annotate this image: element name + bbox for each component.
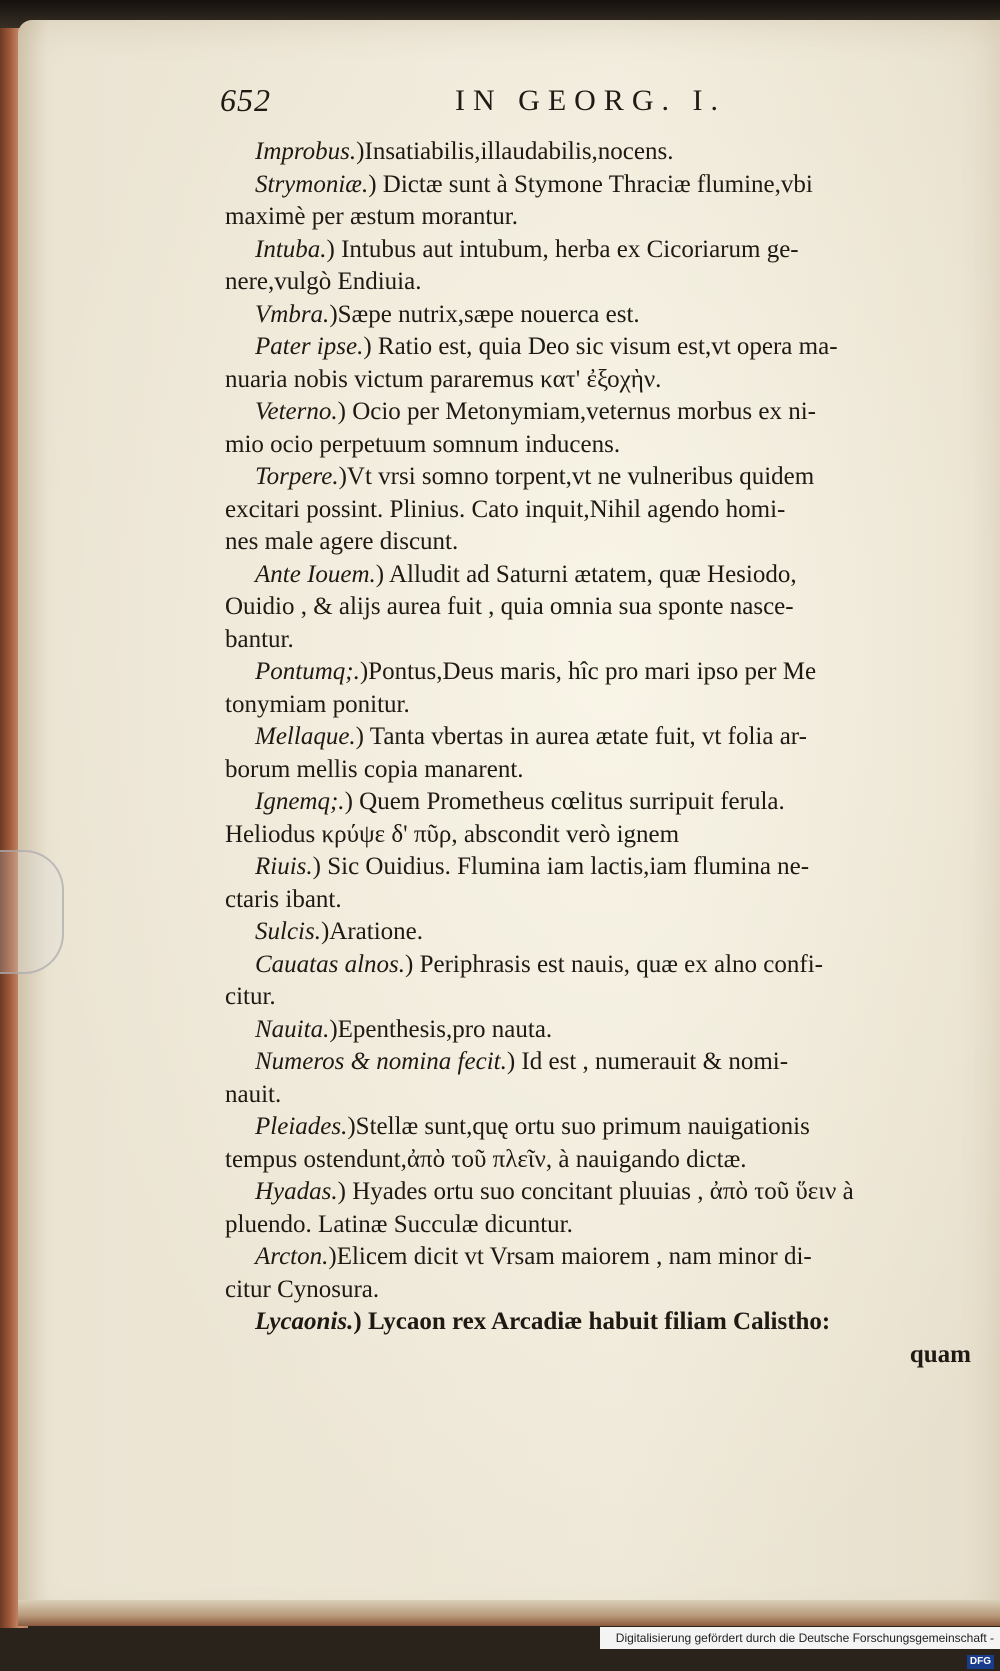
line-text: )Pontus,Deus maris, hîc pro mari ipso per Me <box>359 658 817 685</box>
text-line <box>225 201 977 234</box>
line-text: ) Ratio est, quia Deo sic visum est,vt opera ma- <box>363 333 838 360</box>
page-number: 652 <box>220 82 271 118</box>
text-line <box>225 819 977 852</box>
line-text: ) Tanta vbertas in aurea ætate fuit, vt folia ar- <box>355 723 807 750</box>
lemma: Vmbra. <box>255 300 330 328</box>
line-text: pluendo. Latinæ Succulæ dicuntur. <box>225 1210 573 1238</box>
dfg-logo: DFG <box>967 1655 994 1669</box>
line-text: )Elicem dicit vt Vrsam maiorem , nam minor di- <box>328 1243 812 1270</box>
text-line <box>225 656 977 689</box>
text-line <box>225 1339 977 1372</box>
text-line <box>225 234 977 267</box>
line-text: mio ocio perpetuum somnum inducens. <box>225 430 621 458</box>
line-text: nere,vulgò Endiuia. <box>225 268 422 295</box>
text-line <box>225 1274 977 1307</box>
text-line <box>225 689 977 722</box>
text-line <box>225 299 977 332</box>
text-line <box>225 526 977 559</box>
line-text: ) Hyades ortu suo concitant pluuias , ἀπὸ τοῦ ὕειν à <box>337 1178 854 1205</box>
line-text: nauit. <box>225 1080 282 1108</box>
line-text: )Aratione. <box>320 918 424 945</box>
text-line <box>225 1079 977 1112</box>
text-line <box>225 916 977 949</box>
lemma: Pleiades. <box>255 1113 348 1140</box>
line-text: ) Sic Ouidius. Flumina iam lactis,iam flumina ne- <box>312 853 810 880</box>
lemma: Nauita. <box>255 1015 330 1043</box>
running-head <box>220 82 800 126</box>
footer-credit: Digitalisierung gefördert durch die Deutsche Forschungsgemeinschaft - <box>615 1631 994 1645</box>
text-line <box>225 721 977 754</box>
text-line <box>225 1306 977 1339</box>
lemma: Ignemq;. <box>255 788 345 815</box>
line-text: citur Cynosura. <box>225 1275 380 1303</box>
text-line <box>225 461 977 494</box>
line-text: ) Periphrasis est nauis, quæ ex alno confi- <box>405 950 823 978</box>
line-text: nes male agere discunt. <box>225 528 459 555</box>
lemma: Torpere. <box>255 463 339 490</box>
text-line <box>225 1111 977 1144</box>
line-text: excitari possint. Plinius. Cato inquit,Nihil agendo homi- <box>225 495 786 523</box>
digitization-footer <box>600 1627 1000 1667</box>
lemma: Numeros & nomina fecit. <box>255 1048 507 1075</box>
line-text: tempus ostendunt,ἀπὸ τοῦ πλεῖν, à nauigando dictæ. <box>225 1145 747 1173</box>
line-text: bantur. <box>225 625 294 653</box>
line-text: )Vt vrsi somno torpent,vt ne vulneribus quidem <box>338 463 815 490</box>
text-line <box>225 136 977 169</box>
lemma: Veterno. <box>255 398 338 425</box>
text-line <box>225 1209 977 1242</box>
text-line <box>225 851 977 884</box>
line-text: ) Quem Prometheus cœlitus surripuit ferula. <box>344 788 785 815</box>
line-text: ) Lycaon rex Arcadiæ habuit filiam Calistho: <box>353 1308 831 1335</box>
text-line <box>225 981 977 1014</box>
page-clip <box>0 850 64 974</box>
text-line <box>225 591 977 624</box>
text-line <box>225 429 977 462</box>
line-text: )Epenthesis,pro nauta. <box>329 1015 553 1043</box>
text-line <box>225 1014 977 1047</box>
text-line <box>225 624 977 657</box>
lemma: Riuis. <box>255 853 313 880</box>
lemma: Hyadas. <box>255 1178 338 1205</box>
text-line <box>225 266 977 299</box>
lemma: Strymoniæ. <box>255 170 369 198</box>
line-text: ) Dictæ sunt à Stymone Thraciæ flumine,vbi <box>368 170 813 198</box>
line-text: ) Ocio per Metonymiam,veternus morbus ex ni- <box>337 398 816 425</box>
line-text: quam <box>909 1340 971 1368</box>
text-line <box>225 884 977 917</box>
line-text: tonymiam ponitur. <box>225 690 410 718</box>
page-bottom-edge <box>18 1600 1000 1626</box>
commentary-text <box>225 136 977 1371</box>
line-text: )Stellæ sunt,quę ortu suo primum nauigationis <box>347 1113 810 1140</box>
text-line <box>225 1241 977 1274</box>
lemma: Pater ipse. <box>255 333 364 360</box>
line-text: ) Intubus aut intubum, herba ex Cicoriarum ge- <box>326 235 799 263</box>
lemma: Lycaonis. <box>255 1308 354 1335</box>
text-line <box>225 1176 977 1209</box>
line-text: )Sæpe nutrix,sæpe nouerca est. <box>329 300 640 328</box>
line-text: Ouidio , & alijs aurea fuit , quia omnia sua sponte nasce- <box>225 593 794 620</box>
text-line <box>225 396 977 429</box>
line-text: ) Alludit ad Saturni ætatem, quæ Hesiodo, <box>375 560 797 588</box>
text-line <box>225 494 977 527</box>
line-text: borum mellis copia manarent. <box>225 755 524 783</box>
text-line <box>225 169 977 202</box>
line-text: )Insatiabilis,illaudabilis,nocens. <box>356 138 674 165</box>
lemma: Arcton. <box>255 1243 329 1270</box>
text-line <box>225 1046 977 1079</box>
lemma: Improbus. <box>255 138 357 165</box>
text-line <box>225 559 977 592</box>
line-text: ctaris ibant. <box>225 885 342 913</box>
line-text: nuaria nobis victum pararemus κατ' ἐξοχὴν. <box>225 365 662 393</box>
text-line <box>225 331 977 364</box>
lemma: Ante Iouem. <box>255 560 376 588</box>
line-text: maximè per æstum morantur. <box>225 203 519 230</box>
lemma: Cauatas alnos. <box>255 950 406 978</box>
lemma: Mellaque. <box>255 723 356 750</box>
lemma: Intuba. <box>255 235 327 263</box>
text-line <box>225 1144 977 1177</box>
text-line <box>225 754 977 787</box>
lemma: Sulcis. <box>255 918 321 945</box>
text-line <box>225 786 977 819</box>
header-title: IN GEORG. I. <box>455 84 726 117</box>
line-text: citur. <box>225 983 276 1010</box>
line-text: Heliodus κρύψε δ' πῦρ, abscondit verò ignem <box>225 820 680 848</box>
line-text: ) Id est , numerauit & nomi- <box>506 1048 789 1075</box>
lemma: Pontumq;. <box>255 658 360 685</box>
text-line <box>225 364 977 397</box>
text-line <box>225 949 977 982</box>
